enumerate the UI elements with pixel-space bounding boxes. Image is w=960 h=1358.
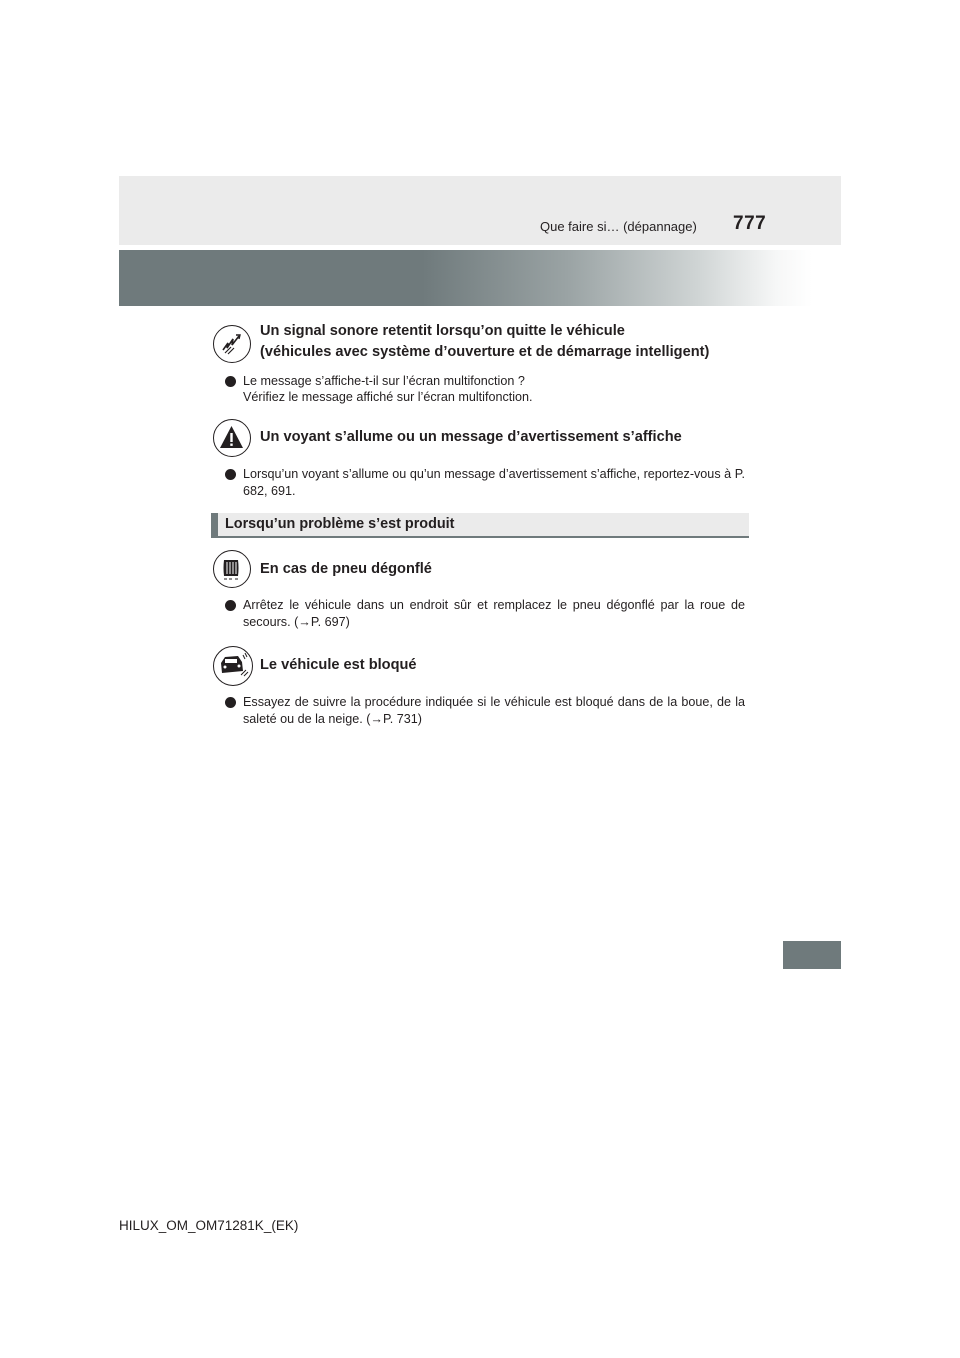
item-heading: Le véhicule est bloqué (260, 657, 417, 673)
chapter-banner (119, 250, 841, 306)
section-title-bar (211, 513, 749, 538)
document-code: HILUX_OM_OM71281K_(EK) (119, 1218, 299, 1233)
bullet-text: Vérifiez le message affiché sur l’écran multifonction. (243, 390, 533, 404)
warning-triangle-icon (213, 419, 251, 457)
section-heading: Un voyant s’allume ou un message d’avertissement s’affiche (260, 429, 682, 445)
bullet-text: Essayez de suivre la procédure indiquée si le véhicule est bloqué dans de la boue, de la saleté ou de la neige. (→P. 731) (243, 695, 745, 726)
section-heading: Un signal sonore retentit lorsqu’on quitte le véhicule (260, 323, 625, 339)
bullet-text: Lorsqu’un voyant s’allume ou qu’un message d’avertissement s’affiche, reportez-vous à P. 682, 691. (243, 467, 745, 498)
bullet-marker (225, 376, 236, 387)
bullet-marker (225, 697, 236, 708)
bullet-marker (225, 600, 236, 611)
bullet-marker (225, 469, 236, 480)
chapter-tab (783, 941, 841, 969)
section-heading: (véhicules avec système d’ouverture et de démarrage intelligent) (260, 344, 710, 360)
section-title-accent (211, 513, 218, 536)
header-title: Que faire si… (dépannage) (540, 219, 697, 234)
flat-tire-icon (213, 550, 251, 588)
buzzer-icon (213, 325, 251, 363)
stuck-vehicle-icon (213, 646, 253, 686)
section-title: Lorsqu’un problème s’est produit (225, 516, 455, 532)
bullet-text: Arrêtez le véhicule dans un endroit sûr et remplacez le pneu dégonflé par la roue de secours. (→P. 697) (243, 598, 745, 629)
page-number: 777 (733, 213, 767, 234)
item-heading: En cas de pneu dégonflé (260, 561, 432, 577)
bullet-text: Le message s’affiche-t-il sur l’écran multifonction ? (243, 374, 525, 388)
